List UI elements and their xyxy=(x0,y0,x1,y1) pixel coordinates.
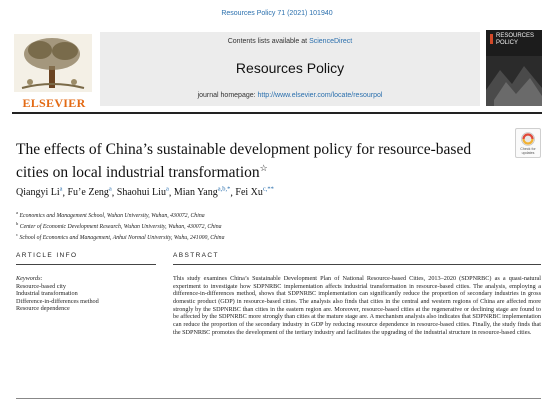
abstract-text: This study examines China’s Sustainable Development Plan of National Resource-based Cities, 2013–2020 (SDPNRBC) as a quasi-natural experiment to investigate how SDPNRBC implementation affects industrial transformation in resource-based cities. The analysis, employing a difference-in-differences method, shows that SDPNRBC implementation can significantly reduce the proportion of secondary industries in gross domestic product (GDP) in resource-based cities. The analysis also finds that cities in the central and western regions of China are affected more strongly by the SDPNRBC than cities in the eastern region are. Moreover, resource-based cities at the regenerative or declining stage are found to be affected by the SDPNRBC more strongly than cities at the mature stage are. A mechanism analysis also indicates that SDPNRBC implementation can reduce the proportion of the secondary industry in GDP by reducing resource dependence in resource-based cities. Finally, the study finds that the SDPNRBC promotes the development of the tertiary industry and facilitates the upgrading of the industrial structure in resource-based cities. xyxy=(173,275,541,336)
tree-icon xyxy=(12,32,94,94)
keywords-label: Keywords: xyxy=(16,275,43,282)
sciencedirect-link[interactable]: ScienceDirect xyxy=(309,38,353,45)
journal-masthead xyxy=(12,28,542,108)
title-footnote-star[interactable]: ☆ xyxy=(259,163,268,173)
author[interactable]: Fu’e Zeng$^a$ xyxy=(67,186,112,199)
journal-info-box xyxy=(100,32,480,106)
author[interactable]: Fei $Xu^{c,**}$ xyxy=(235,186,274,199)
author[interactable]: Mian Yang$^{a,b,*}$ xyxy=(173,186,231,199)
article-info-heading: ARTICLE INFO xyxy=(16,252,78,259)
keyword: Resource-based city xyxy=(16,282,66,290)
journal-cover-image[interactable] xyxy=(486,30,542,106)
contents-prefix: Contents lists available at xyxy=(227,38,310,45)
elsevier-tree-logo xyxy=(12,32,94,108)
article-title xyxy=(16,140,476,182)
article-info-rule xyxy=(16,264,156,265)
affiliation: $^a$ Economics and Management School, Wuhan University, Wuhan, 430072, China xyxy=(16,210,205,219)
journal-homepage xyxy=(100,92,480,99)
keyword: Difference-in-differences method xyxy=(16,297,99,305)
check-updates-icon xyxy=(516,130,540,148)
bottom-rule xyxy=(16,398,541,399)
check-for-updates-button[interactable] xyxy=(515,128,541,158)
keywords-block xyxy=(16,275,156,313)
contents-availability xyxy=(100,38,480,45)
homepage-link[interactable]: http://www.elsevier.com/locate/resourpol xyxy=(257,92,383,99)
cover-title: RESOURCES POLICY xyxy=(496,33,535,46)
article-title-text: The effects of China’s sustainable development policy for resource-based cities on local industrial transformation xyxy=(16,141,472,182)
affiliation: $^b$ Center of Economic Development Research, Wuhan University, Wuhan, 430072, China xyxy=(16,220,222,230)
author-list: Qiangyi Li$^a$, Fu’e Zeng$^a$, Shaohui Liu$^a$, Mian Yang$^{a,b,*}$, Fei $Xu^{c,**}$ xyxy=(16,186,274,199)
keyword: Resource dependence xyxy=(16,305,70,313)
homepage-prefix: journal homepage: xyxy=(197,92,258,99)
keyword: Industrial transformation xyxy=(16,290,78,298)
abstract-rule xyxy=(173,264,541,265)
affiliation: $^c$ School of Economics and Management, Anhui Normal University, Wuhu, 241000, China xyxy=(16,231,225,241)
author[interactable]: Shaohui Liu$^a$ xyxy=(116,186,169,199)
author[interactable]: Qiangyi Li$^a$ xyxy=(16,186,63,199)
abstract-heading: ABSTRACT xyxy=(173,252,219,259)
publisher-wordmark: ELSEVIER xyxy=(22,96,86,110)
affiliations xyxy=(16,209,516,242)
check-updates-label: Check for updates xyxy=(520,147,536,155)
journal-name[interactable]: Resources Policy xyxy=(235,60,345,76)
journal-citation[interactable]: Resources Policy 71 (2021) 101940 xyxy=(221,10,333,17)
masthead-divider xyxy=(12,112,542,114)
